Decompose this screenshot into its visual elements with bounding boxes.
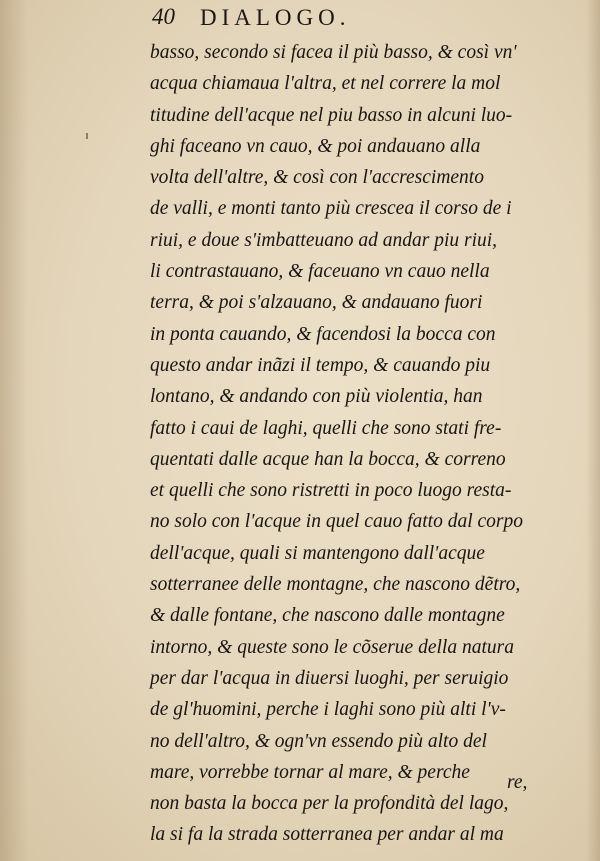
text-line: sotterranee delle montagne, che nascono dẽtro, [150, 574, 521, 596]
running-head: DIALOGO. [200, 5, 351, 30]
text-line: questo andar inãzi il tempo, & cauando piu [150, 354, 491, 376]
text-line: in ponta cauando, & facendosi la bocca con [150, 323, 496, 345]
text-line: mare, vorrebbe tornar al mare, & perche [150, 761, 470, 783]
text-line: et quelli che sono ristretti in poco luogo resta- [150, 480, 512, 502]
text-line: fatto i caui de laghi, quelli che sono stati fre- [150, 417, 502, 439]
text-line: ghi faceano vn cauo, & poi andauano alla [150, 135, 481, 157]
text-line: non basta la bocca per la profondità del lago, [150, 793, 509, 815]
text-line: titudine dell'acque nel piu basso in alcuni luo- [150, 104, 513, 126]
text-line: volta dell'altre, & così con l'accrescimento [150, 167, 484, 189]
text-line: per dar l'acqua in diuersi luoghi, per seruigio [150, 667, 509, 689]
catchword: re, [507, 772, 528, 793]
text-line: dell'acque, quali si mantengono dall'acque [150, 542, 485, 564]
text-line: quentati dalle acque han la bocca, & correno [150, 448, 506, 470]
text-line: intorno, & queste sono le cõserue della natura [150, 636, 514, 658]
text-line: no dell'altro, & ogn'vn essendo più alto del [150, 730, 487, 752]
text-line: & dalle fontane, che nascono dalle montagne [150, 605, 505, 627]
text-line: la si fa la strada sotterranea per andar al ma [150, 824, 504, 846]
text-line: de valli, e monti tanto più crescea il corso de i [150, 198, 512, 220]
text-line: riui, e doue s'imbatteuano ad andar piu riui, [150, 229, 498, 251]
margin-mark [86, 133, 88, 139]
text-line: de gl'huomini, perche i laghi sono più alti l'v- [150, 699, 506, 721]
text-line: acqua chiamaua l'altra, et nel correre la mol [150, 73, 501, 95]
body-text [150, 37, 545, 851]
text-line: no solo con l'acque in quel cauo fatto dal corpo [150, 511, 523, 533]
text-line: li contrastauano, & faceuano vn cauo nella [150, 261, 490, 283]
page-header [152, 4, 452, 36]
text-line: lontano, & andando con più violentia, han [150, 386, 483, 408]
text-line: terra, & poi s'alzauano, & andauano fuori [150, 292, 483, 314]
text-line: basso, secondo si facea il più basso, & così vn' [150, 42, 517, 63]
page-number: 40 [152, 4, 175, 29]
